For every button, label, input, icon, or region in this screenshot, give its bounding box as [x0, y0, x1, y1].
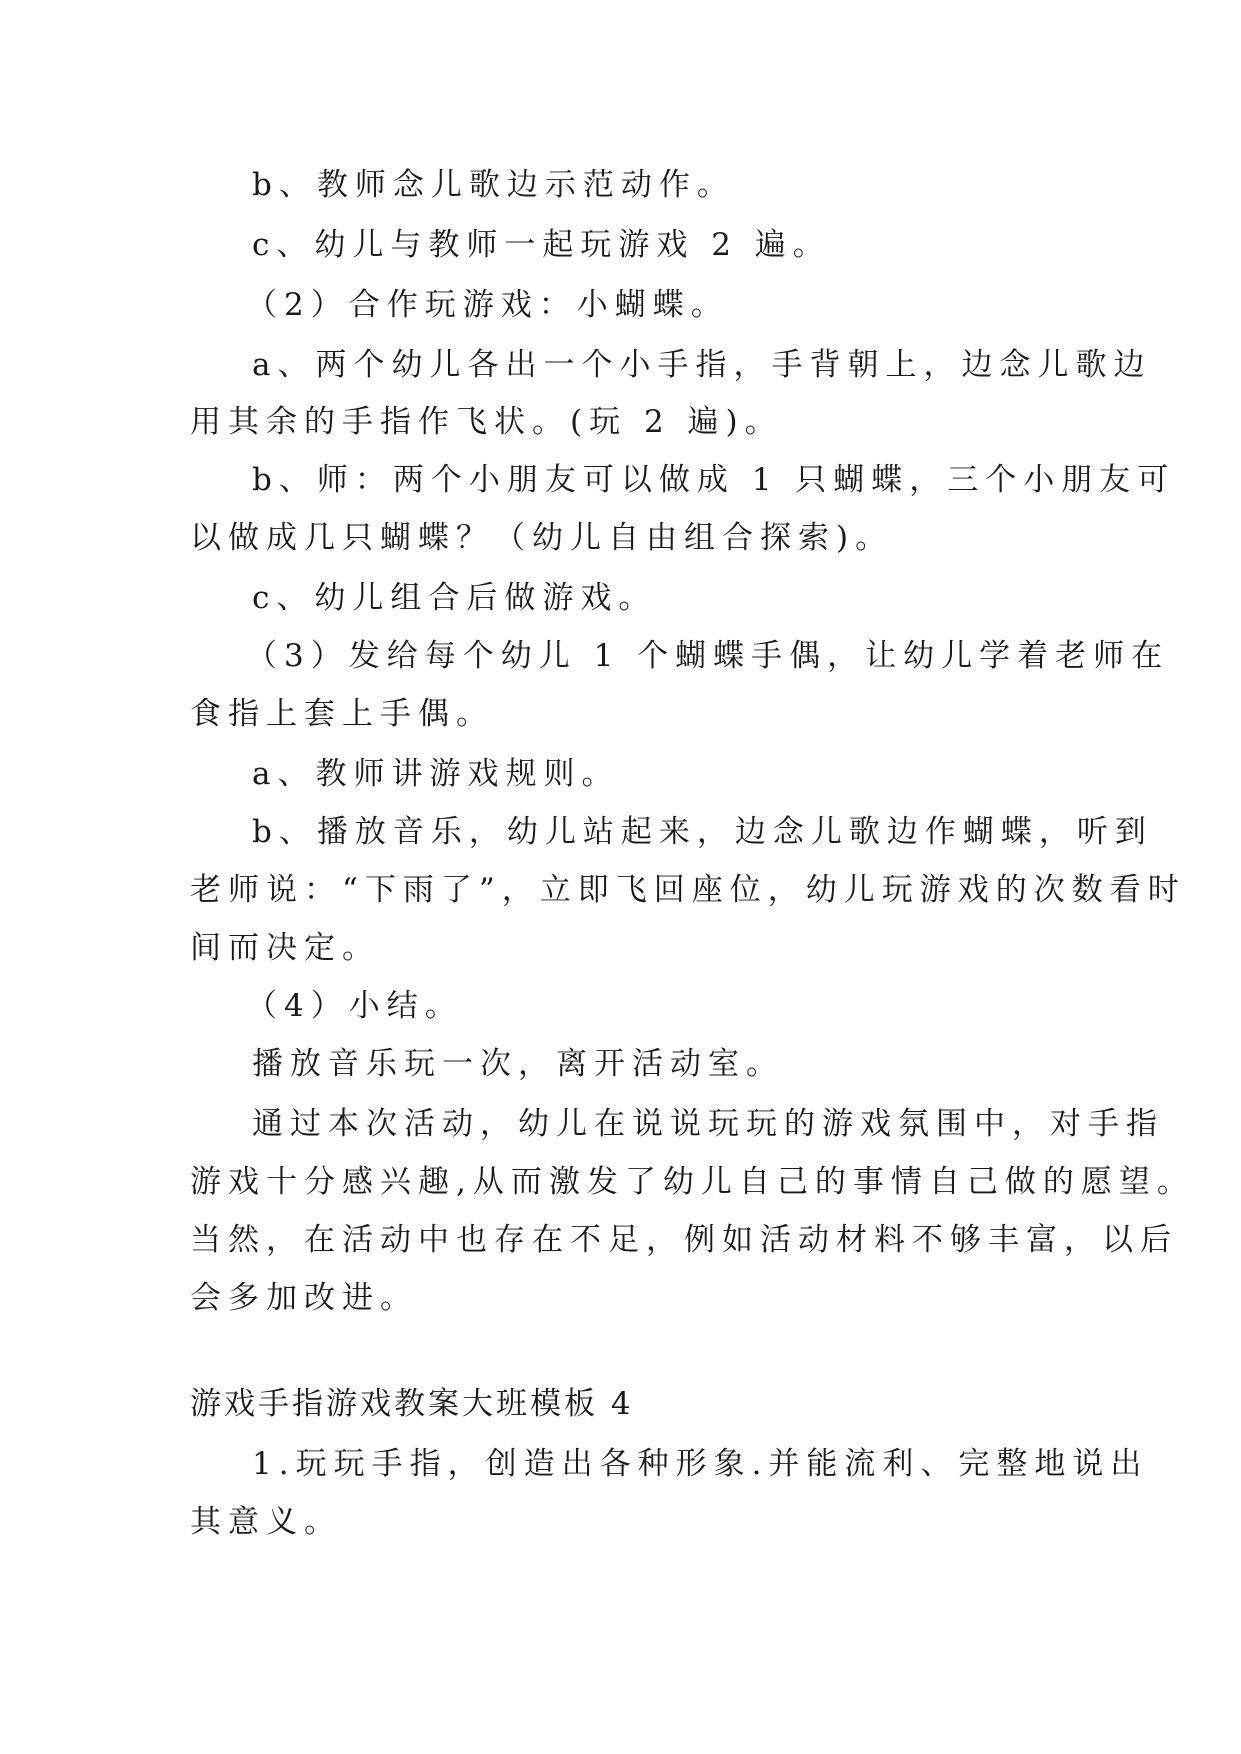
- text-line: 其意义。: [190, 1504, 342, 1540]
- text-line: （3）发给每个幼儿 1 个蝴蝶手偶，让幼儿学着老师在: [246, 638, 1170, 674]
- text-line: a、教师讲游戏规则。: [252, 756, 620, 792]
- text-line: 用其余的手指作飞状。(玩 2 遍)。: [190, 404, 783, 440]
- text-line: 当然，在活动中也存在不足，例如活动材料不够丰富，以后: [190, 1222, 1178, 1258]
- text-line: （2）合作玩游戏：小蝴蝶。: [246, 287, 729, 323]
- text-line: b、师：两个小朋友可以做成 1 只蝴蝶，三个小朋友可: [252, 462, 1176, 498]
- text-line: b、教师念儿歌边示范动作。: [252, 167, 735, 203]
- text-line: b、播放音乐，幼儿站起来，边念儿歌边作蝴蝶，听到: [252, 814, 1153, 850]
- text-line: 食指上套上手偶。: [190, 696, 494, 732]
- text-line: （4）小结。: [246, 988, 463, 1024]
- text-line: 间而决定。: [190, 930, 380, 966]
- text-line: 游戏十分感兴趣,从而激发了幼儿自己的事情自己做的愿望。: [190, 1164, 1195, 1200]
- text-line: 1.玩玩手指，创造出各种形象.并能流利、完整地说出: [252, 1446, 1149, 1482]
- section-heading: 游戏手指游戏教案大班模板 4: [190, 1386, 634, 1422]
- text-line: c、幼儿组合后做游戏。: [252, 580, 657, 616]
- text-line: c、幼儿与教师一起玩游戏 2 遍。: [252, 227, 831, 263]
- text-line: 老师说：“下雨了”，立即飞回座位，幼儿玩游戏的次数看时: [190, 872, 1186, 908]
- text-line: a、两个幼儿各出一个小手指，手背朝上，边念儿歌边: [252, 347, 1152, 383]
- text-line: 会多加改进。: [190, 1280, 418, 1316]
- text-line: 通过本次活动，幼儿在说说玩玩的游戏氛围中，对手指: [252, 1106, 1164, 1142]
- text-line: 播放音乐玩一次，离开活动室。: [252, 1046, 784, 1082]
- text-line: 以做成几只蝴蝶？（幼儿自由组合探索)。: [190, 520, 894, 556]
